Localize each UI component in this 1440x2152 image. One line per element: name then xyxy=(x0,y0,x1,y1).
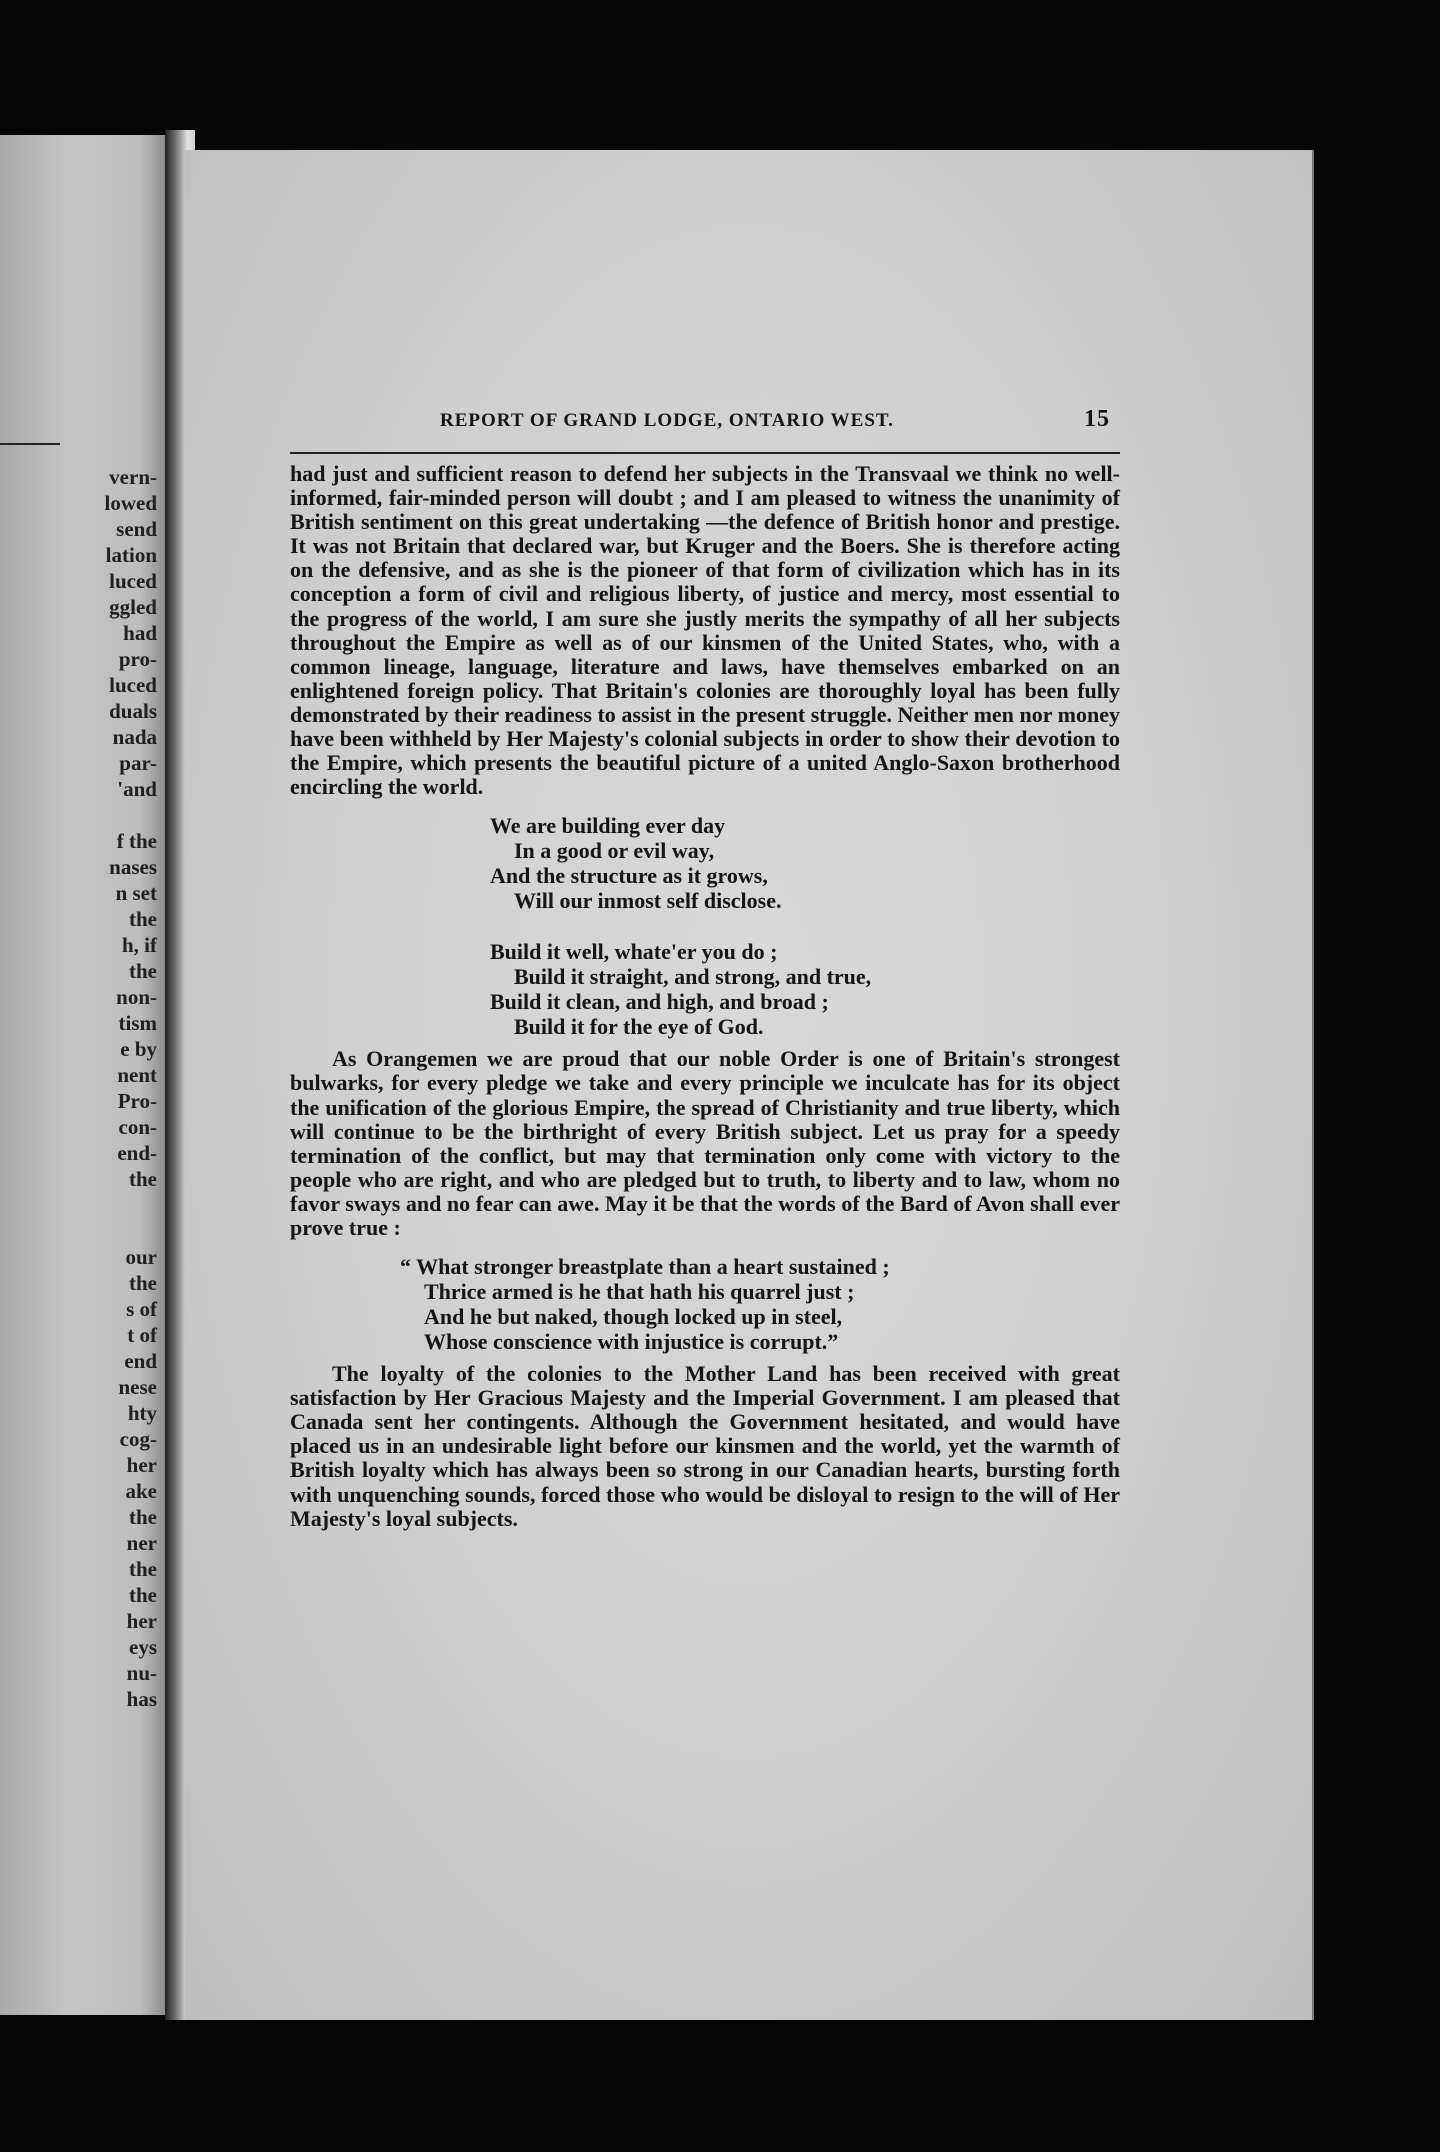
left-text-fragment: the xyxy=(129,1583,157,1607)
left-text-fragment: the xyxy=(129,1271,157,1295)
left-text-fragment: duals xyxy=(109,699,157,723)
left-text-fragment: luced xyxy=(109,673,157,697)
verse-line: In a good or evil way, xyxy=(514,838,715,864)
stanza xyxy=(490,813,1120,913)
verse-line: Will our inmost self disclose. xyxy=(514,888,782,914)
left-text-fragment: nu- xyxy=(126,1661,157,1685)
left-text-fragment: the xyxy=(129,1505,157,1529)
stanza xyxy=(490,939,1120,1039)
left-text-fragment: non- xyxy=(116,985,157,1009)
left-text-fragment: nese xyxy=(118,1375,157,1399)
right-page xyxy=(185,150,1314,2020)
left-text-fragment: had xyxy=(123,621,157,645)
left-text-fragment: her xyxy=(126,1453,157,1477)
left-text-fragment: her xyxy=(126,1609,157,1633)
paragraph: The loyalty of the colonies to the Mother Land has been received with great satisfaction by Her Gracious Majesty and the Imperial Government. I am pleased that Canada sent her contingents. Although the Government hesitated, and would have placed us in an undesirable light before our kinsmen and the world, yet the warmth of British loyalty which has always been so strong in our Canadian hearts, bursting forth with unquenching sounds, forced those who would be disloyal to resign to the will of Her Majesty's loyal subjects. xyxy=(290,1361,1120,1531)
verse-line: Build it straight, and strong, and true, xyxy=(514,964,872,990)
left-text-fragment: our xyxy=(125,1245,157,1269)
left-text-fragment: lowed xyxy=(104,491,157,515)
running-head xyxy=(290,406,1120,440)
page-body xyxy=(290,406,1120,1531)
left-text-fragment: cog- xyxy=(119,1427,157,1451)
page-number: 15 xyxy=(1084,406,1110,432)
quote-line: Thrice armed is he that hath his quarrel just ; xyxy=(424,1279,855,1305)
left-text-fragment: the xyxy=(129,1557,157,1581)
left-page xyxy=(0,135,165,2015)
left-text-fragment: f the xyxy=(116,829,157,853)
left-text-fragment: tism xyxy=(118,1011,157,1035)
left-text-fragment: lation xyxy=(105,543,157,567)
left-text-fragment: ggled xyxy=(109,595,157,619)
left-text-fragment: 'and xyxy=(117,777,157,801)
verse-line: And the structure as it grows, xyxy=(490,863,768,889)
left-text-fragment: eys xyxy=(129,1635,157,1659)
left-text-fragment: ner xyxy=(126,1531,157,1555)
left-text-fragment: vern- xyxy=(109,465,157,489)
left-text-fragment: send xyxy=(116,517,157,541)
paragraph: As Orangemen we are proud that our noble Order is one of Britain's strongest bulwarks, for every pledge we take and every principle we inculcate has for its object the unification of the glorious Empire, the spread of Christianity and true liberty, which will continue to be the birthright of every British subject. Let us pray for a speedy termination of the conflict, but may that termination only come with victory to the people who are right, and who are pledged but to truth, to liberty and to law, whom no favor sways and no fear can awe. May it be that the words of the Bard of Avon shall ever prove true : xyxy=(290,1046,1120,1240)
left-text-fragment: ake xyxy=(125,1479,157,1503)
left-text-fragment: has xyxy=(126,1687,157,1711)
left-text-fragment: e by xyxy=(120,1037,157,1061)
left-text-fragment: nent xyxy=(117,1063,157,1087)
left-text-fragment: pro- xyxy=(118,647,157,671)
header-rule xyxy=(290,452,1120,454)
left-text-fragment: the xyxy=(129,907,157,931)
left-text-fragment: nada xyxy=(112,725,157,749)
left-text-fragment: s of xyxy=(126,1297,157,1321)
verse-line: Build it well, whate'er you do ; xyxy=(490,939,778,965)
left-page-rule xyxy=(0,443,60,445)
verse-line: Build it clean, and high, and broad ; xyxy=(490,989,829,1015)
left-text-fragment: h, if xyxy=(121,933,157,957)
left-text-fragment: con- xyxy=(118,1115,157,1139)
left-text-fragment: hty xyxy=(127,1401,157,1425)
left-text-fragment: n set xyxy=(115,881,157,905)
left-text-fragment: the xyxy=(129,959,157,983)
verse-block xyxy=(290,813,1120,1039)
verse-line: We are building ever day xyxy=(490,813,726,839)
left-text-fragment: Pro- xyxy=(117,1089,157,1113)
left-text-fragment: t of xyxy=(127,1323,157,1347)
quote-line: “ What stronger breastplate than a heart sustained ; xyxy=(400,1254,890,1280)
left-text-fragment: the xyxy=(129,1167,157,1191)
left-text-fragment: end- xyxy=(117,1141,157,1165)
left-text-fragment: par- xyxy=(119,751,157,775)
quotation-block xyxy=(290,1254,1120,1354)
paragraph: had just and sufficient reason to defend her subjects in the Transvaal we think no well-informed, fair-minded person will doubt ; and I am pleased to witness the unanimity of British sentiment on this great undertaking —the defence of British honor and prestige. It was not Britain that declared war, but Kruger and the Boers. She is therefore acting on the defensive, and as she is the pioneer of that form of civilization which has in its conception a form of civil and religious liberty, of justice and mercy, most essential to the progress of the world, I am sure she justly merits the sympathy of all her subjects throughout the Empire as well as of our kinsmen of the United States, who, with a common lineage, language, literature and laws, have themselves embarked on an enlightened foreign policy. That Britain's colonies are thoroughly loyal has been fully demonstrated by their readiness to assist in the present struggle. Neither men nor money have been withheld by Her Majesty's colonial subjects in order to show their devotion to the Empire, which presents the beautiful picture of a united Anglo-Saxon brotherhood encircling the world. xyxy=(290,461,1120,800)
quote-line: Whose conscience with injustice is corrupt.” xyxy=(424,1329,839,1355)
left-text-fragment: end xyxy=(124,1349,157,1373)
running-head-title: REPORT OF GRAND LODGE, ONTARIO WEST. xyxy=(440,410,894,431)
quote-line: And he but naked, though locked up in steel, xyxy=(424,1304,843,1330)
left-text-fragment: luced xyxy=(109,569,157,593)
verse-line: Build it for the eye of God. xyxy=(514,1014,764,1040)
left-text-fragment: nases xyxy=(109,855,157,879)
